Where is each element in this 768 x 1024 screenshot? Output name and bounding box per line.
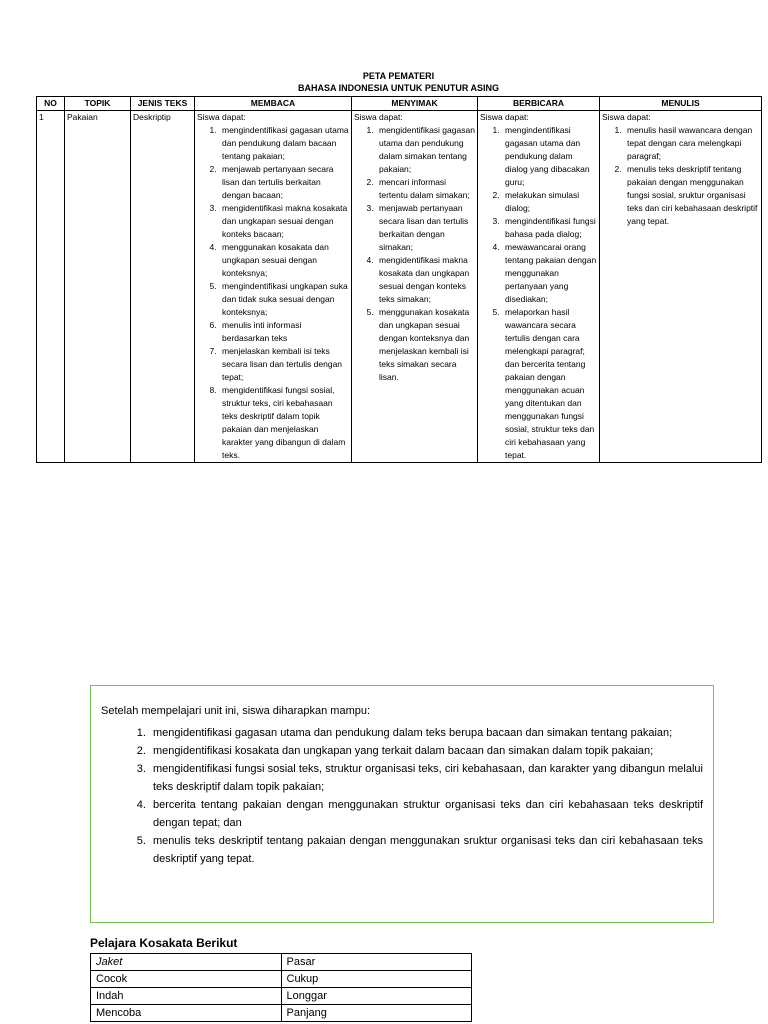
cell-jenis-teks: Deskriptip — [131, 111, 195, 463]
table-row — [37, 111, 762, 463]
list-item: 4. mengidentifikasi makna kosakata dan ungkapan sesuai dengan konteks teks simakan; — [376, 254, 475, 306]
berbicara-intro: Siswa dapat: — [480, 112, 529, 122]
vocab-cell: Jaket — [91, 954, 282, 971]
list-item: 2. mengidentifikasi kosakata dan ungkapan yang terkait dalam bacaan dan simakan dalam topik pakaian; — [149, 742, 703, 760]
vocabulary-table — [90, 953, 472, 1022]
membaca-list — [197, 124, 349, 462]
cell-membaca — [195, 111, 352, 463]
list-item: 2. melakukan simulasi dialog; — [502, 189, 597, 215]
cell-berbicara — [478, 111, 600, 463]
list-item: 5. menggunakan kosakata dan ungkapan sesuai dengan konteksnya dan menjelaskan kembali isi teks simakan secara lisan. — [376, 306, 475, 384]
list-item: 4. bercerita tentang pakaian dengan menggunakan struktur organisasi teks dan ciri kebahasaan teks deskriptif dengan tepat; dan — [149, 796, 703, 832]
list-item: 1. mengidentifikasi gagasan utama dan pendukung dalam simakan tentang pakaian; — [376, 124, 475, 176]
list-item: 8. mengidentifikasi fungsi sosial, struktur teks, ciri kebahasaan teks deskriptif dalam topik pakaian dan menjelaskan karakter yang dibangun di dalam teks. — [219, 384, 349, 462]
cell-menyimak — [352, 111, 478, 463]
vocabulary-heading: Pelajara Kosakata Berikut — [90, 936, 238, 950]
vocab-cell: Mencoba — [91, 1005, 282, 1022]
list-item: 6. menulis inti informasi berdasarkan teks — [219, 319, 349, 345]
list-item: 3. menjawab pertanyaan secara lisan dan tertulis berkaitan dengan simakan; — [376, 202, 475, 254]
list-item: 4. mewawancarai orang tentang pakaian dengan menggunakan pertanyaan yang disediakan; — [502, 241, 597, 306]
header-menulis: MENULIS — [600, 97, 762, 111]
cell-no: 1 — [37, 111, 65, 463]
list-item: 2. menjawab pertanyaan secara lisan dan tertulis berkaitan dengan bacaan; — [219, 163, 349, 202]
peta-pemateri-table — [36, 96, 762, 463]
document-title: PETA PEMATERI — [362, 71, 435, 81]
list-item: 7. menjelaskan kembali isi teks secara lisan dan tertulis dengan tepat; — [219, 345, 349, 384]
header-membaca: MEMBACA — [195, 97, 352, 111]
vocab-cell: Cukup — [281, 971, 472, 988]
list-item: 5. menulis teks deskriptif tentang pakaian dengan menggunakan sruktur organisasi teks dan ciri kebahasaan teks deskriptif yang tepat. — [149, 832, 703, 868]
list-item: 3. mengidentifikasi makna kosakata dan ungkapan sesuai dengan konteks bacaan; — [219, 202, 349, 241]
vocab-cell: Indah — [91, 988, 282, 1005]
list-item: 1. mengindentifikasi gagasan utama dan pendukung dalam dialog yang dibacakan guru; — [502, 124, 597, 189]
list-item: 1. mengidentifikasi gagasan utama dan pendukung dalam teks berupa bacaan dan simakan tentang pakaian; — [149, 724, 703, 742]
membaca-intro: Siswa dapat: — [197, 112, 246, 122]
vocab-cell: Longgar — [281, 988, 472, 1005]
table-row — [91, 988, 472, 1005]
header-berbicara: BERBICARA — [478, 97, 600, 111]
header-menyimak: MENYIMAK — [352, 97, 478, 111]
header-no: NO — [37, 97, 65, 111]
table-row — [91, 971, 472, 988]
vocab-cell: Cocok — [91, 971, 282, 988]
objectives-intro: Setelah mempelajari unit ini, siswa diharapkan mampu: — [101, 705, 371, 717]
list-item: 1. mengindentifikasi gagasan utama dan pendukung dalam bacaan tentang pakaian; — [219, 124, 349, 163]
menulis-intro: Siswa dapat: — [602, 112, 651, 122]
table-row — [91, 954, 472, 971]
cell-menulis — [600, 111, 762, 463]
learning-objectives-box — [90, 685, 714, 923]
table-header-row — [37, 97, 762, 111]
header-topik: TOPIK — [65, 97, 131, 111]
vocab-cell: Panjang — [281, 1005, 472, 1022]
menulis-list — [602, 124, 759, 228]
list-item: 5. melaporkan hasil wawancara secara tertulis dengan cara melengkapi paragraf; dan bercerita tentang pakaian dengan menggunakan acuan yang ditentukan dan menggunakan fungsi sosial, struktur teks dan ciri kebahasaan yang tepat. — [502, 306, 597, 462]
list-item: 3. mengidentifikasi fungsi sosial teks, struktur organisasi teks, ciri kebahasaan, dan karakter yang dibangun melalui teks deskriptif dalam topik pakaian; — [149, 760, 703, 796]
vocab-cell: Pasar — [281, 954, 472, 971]
list-item: 2. menulis teks deskriptif tentang pakaian dengan menggunakan fungsi sosial, sruktur organisasi teks dan ciri kebahasaan deskriptif yang tepat. — [624, 163, 759, 228]
list-item: 4. menggunakan kosakata dan ungkapan sesuai dengan konteksnya; — [219, 241, 349, 280]
list-item: 5. mengindentifikasi ungkapan suka dan tidak suka sesuai dengan konteksnya; — [219, 280, 349, 319]
list-item: 2. mencari informasi tertentu dalam simakan; — [376, 176, 475, 202]
menyimak-list — [354, 124, 475, 384]
list-item: 3. mengindentifikasi fungsi bahasa pada dialog; — [502, 215, 597, 241]
header-jenis-teks: JENIS TEKS — [131, 97, 195, 111]
menyimak-intro: Siswa dapat: — [354, 112, 403, 122]
list-item: 1. menulis hasil wawancara dengan tepat dengan cara melengkapi paragraf; — [624, 124, 759, 163]
document-subtitle: BAHASA INDONESIA UNTUK PENUTUR ASING — [297, 83, 499, 93]
objectives-list — [101, 724, 703, 868]
cell-topik: Pakaian — [65, 111, 131, 463]
berbicara-list — [480, 124, 597, 462]
table-row — [91, 1005, 472, 1022]
